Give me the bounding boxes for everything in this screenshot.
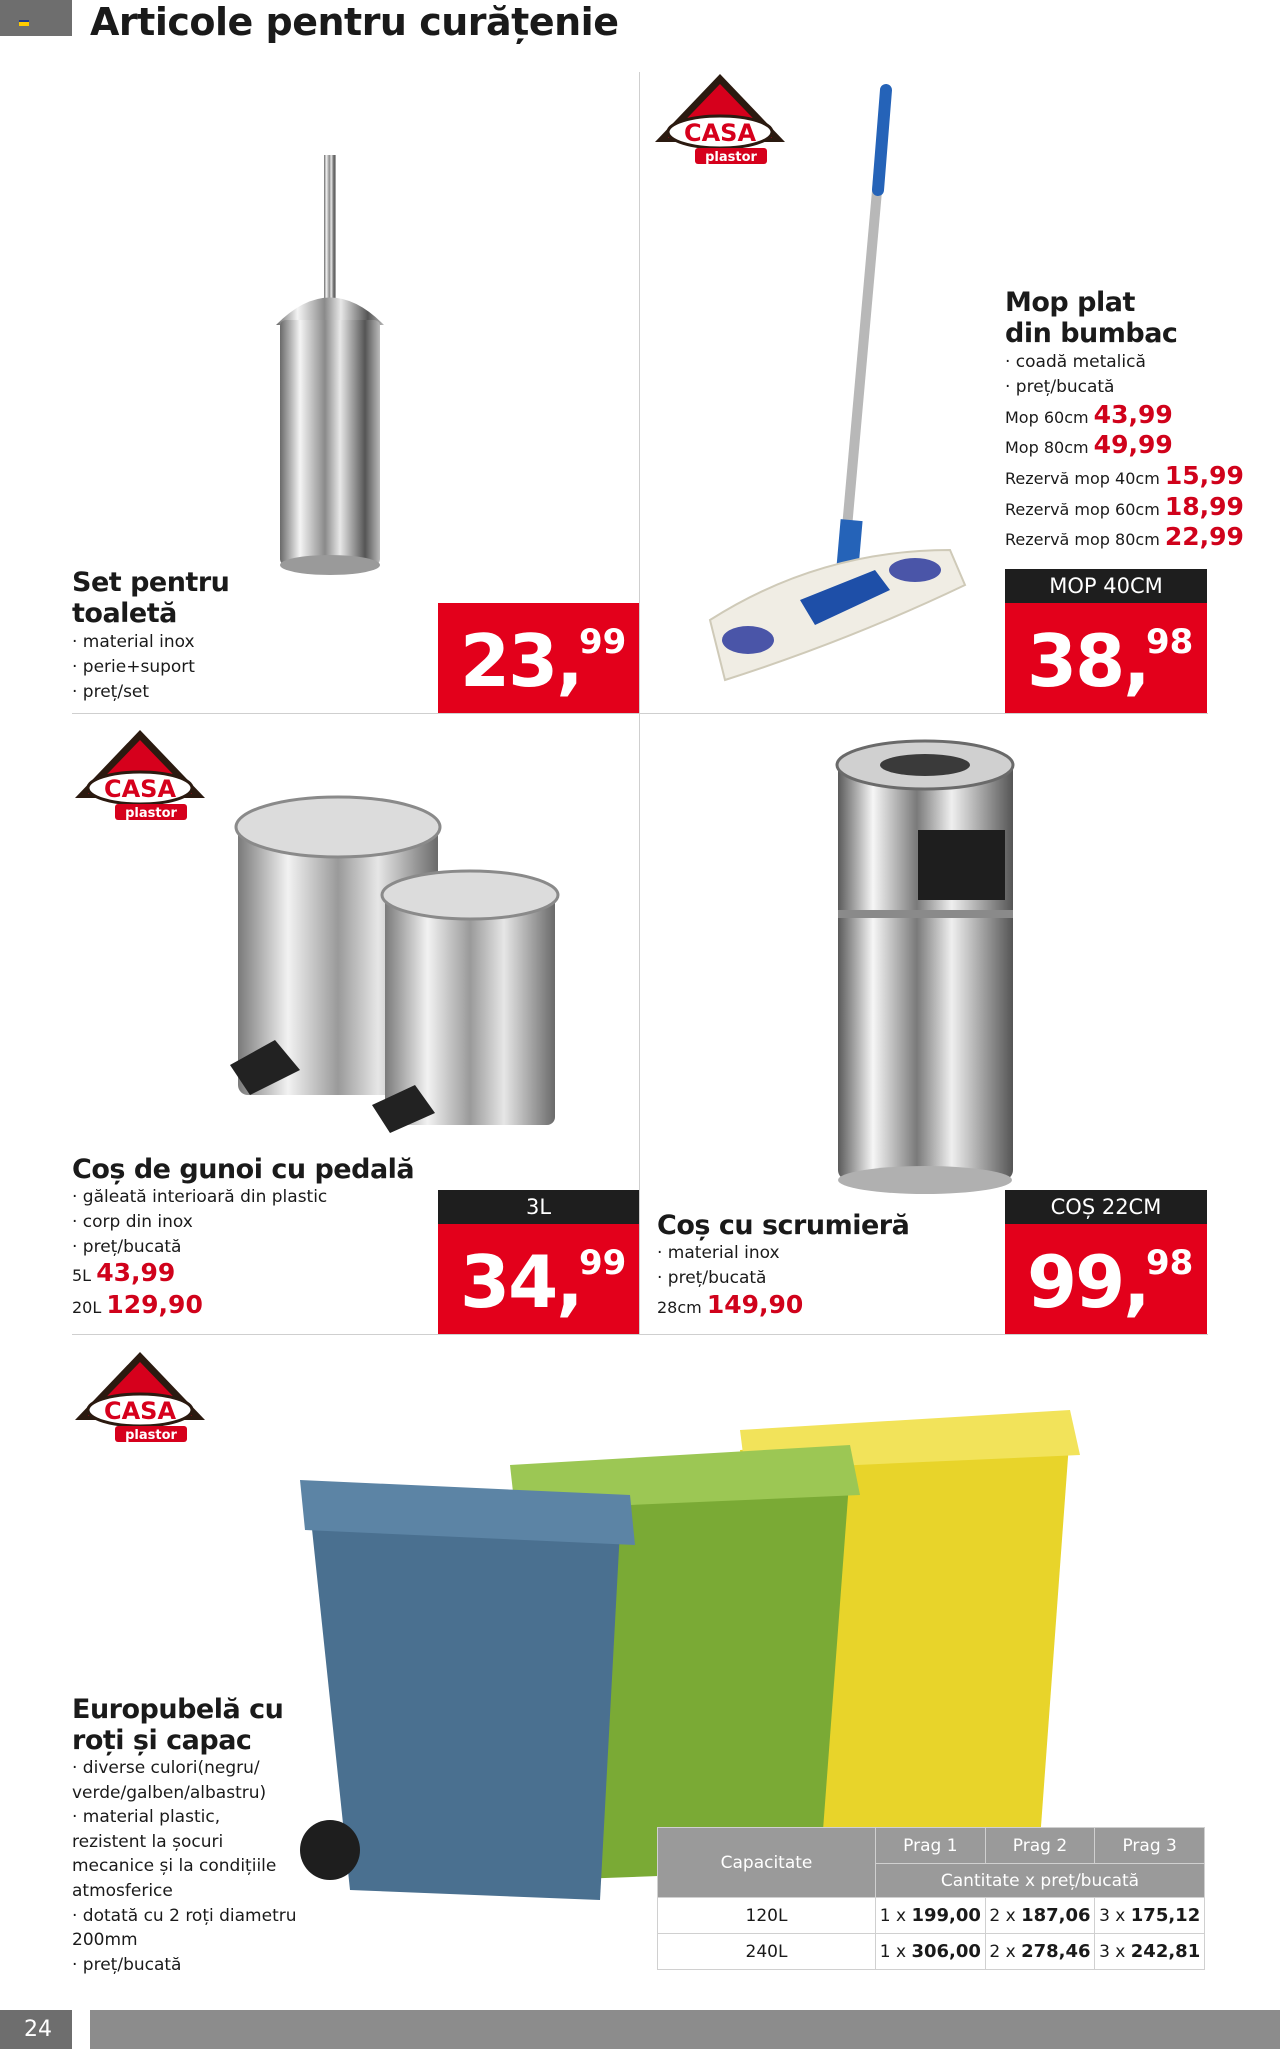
bullet: · preț/bucată: [72, 1237, 182, 1257]
badge-pedal-bin: 3L: [438, 1190, 639, 1224]
title-line: Europubelă cu: [72, 1694, 284, 1725]
table-cell: [985, 1934, 1095, 1970]
table-header-tier: Prag 3: [1095, 1828, 1205, 1864]
variant-price: 43,99: [96, 1258, 176, 1287]
table-cell-capacity: 120L: [658, 1898, 876, 1934]
bullets-pedal-bin: [72, 1185, 327, 1260]
footer-bar: [0, 2010, 1280, 2049]
bullets-wheelie-bin: [72, 1756, 297, 1977]
bullet: · coadă metalică: [1005, 352, 1146, 372]
product-title-pedal-bin: Coș de gunoi cu pedală: [72, 1154, 415, 1185]
price-integer: 23,: [460, 619, 582, 703]
bullet: · corp din inox: [72, 1212, 193, 1232]
bullet: · preț/set: [72, 682, 150, 702]
divider-horizontal-2: [72, 1334, 1208, 1335]
price-box-ashtray-bin: [1005, 1224, 1207, 1334]
variant-price: 43,99: [1093, 400, 1173, 429]
variant-label: 28cm: [657, 1298, 702, 1317]
variant-line: [72, 1258, 175, 1291]
variant-label: Mop 80cm: [1005, 438, 1089, 457]
variant-line: [1005, 430, 1173, 463]
title-line: din bumbac: [1005, 318, 1178, 349]
bullet: · dotată cu 2 roți diametru: [72, 1905, 297, 1926]
badge-ashtray-bin: COȘ 22CM: [1005, 1190, 1207, 1224]
bullet: verde/galben/albastru): [72, 1782, 267, 1803]
qty: 3 x: [1099, 1906, 1131, 1926]
table-header-tier: Prag 2: [985, 1828, 1095, 1864]
bullet: atmosferice: [72, 1880, 173, 1901]
variant-line: [1005, 400, 1173, 433]
bullet: · preț/bucată: [72, 1954, 182, 1975]
divider-vertical-top: [639, 72, 640, 714]
logo-text-bottom: plastor: [125, 1428, 177, 1443]
bullet: · material inox: [72, 632, 195, 652]
variant-label: Mop 60cm: [1005, 408, 1089, 427]
price-box-toilet: [438, 603, 639, 713]
table-row: [658, 1898, 1205, 1934]
price-decimal: 99: [579, 1243, 627, 1283]
bullets-ashtray-bin: [657, 1241, 780, 1291]
divider-horizontal-1: [72, 713, 1208, 714]
bullet: · găleată interioară din plastic: [72, 1187, 328, 1207]
pedal-bin-image: [220, 795, 570, 1140]
logo-text-bottom: plastor: [705, 150, 757, 165]
unit-price: 199,00: [911, 1905, 981, 1926]
variant-line: [1005, 522, 1244, 555]
variant-label: 20L: [72, 1298, 102, 1317]
unit-price: 175,12: [1130, 1905, 1201, 1926]
table-cell: [1095, 1934, 1205, 1970]
unit-price: 242,81: [1130, 1941, 1201, 1962]
price-decimal: 98: [1146, 622, 1194, 662]
casa-plastor-logo: [70, 1350, 210, 1450]
price-integer: 99,: [1027, 1240, 1149, 1324]
toilet-brush-image: [260, 150, 400, 590]
variant-label: 5L: [72, 1266, 92, 1285]
price-box-pedal-bin: [438, 1224, 639, 1334]
qty: 1 x: [879, 1906, 912, 1926]
title-line: Mop plat: [1005, 287, 1135, 318]
price-box-mop: [1005, 603, 1207, 713]
table-header-tier: Prag 1: [876, 1828, 986, 1864]
product-title-toilet: [72, 567, 229, 629]
variant-price: 129,90: [106, 1290, 203, 1319]
logo-text-bottom: plastor: [125, 806, 177, 821]
variant-line: [657, 1290, 803, 1323]
qty: 1 x: [879, 1942, 912, 1962]
table-row: [658, 1934, 1205, 1970]
bullet: rezistent la șocuri: [72, 1831, 224, 1852]
bullet: · preț/bucată: [1005, 377, 1115, 397]
product-title-ashtray-bin: Coș cu scrumieră: [657, 1210, 910, 1241]
product-title-wheelie-bin: [72, 1694, 283, 1756]
price-integer: 34,: [460, 1240, 582, 1324]
variant-label: Rezervă mop 40cm: [1005, 469, 1160, 488]
qty: 2 x: [989, 1906, 1022, 1926]
price-tier-table: [657, 1827, 1205, 1970]
bullets-toilet: [72, 630, 195, 705]
table-cell: [876, 1898, 986, 1934]
logo-text-top: CASA: [103, 775, 177, 803]
logo-text-top: CASA: [683, 119, 757, 147]
price-decimal: 98: [1146, 1243, 1194, 1283]
page-title: Articole pentru curățenie: [90, 0, 619, 44]
variant-price: 15,99: [1164, 461, 1244, 490]
variant-line: [72, 1290, 203, 1323]
variant-price: 149,90: [706, 1290, 804, 1319]
unit-price: 187,06: [1021, 1905, 1091, 1926]
bullet: mecanice și la condițiile: [72, 1856, 277, 1877]
bullet: · preț/bucată: [657, 1268, 767, 1288]
unit-price: 306,00: [911, 1941, 981, 1962]
table-cell-capacity: 240L: [658, 1934, 876, 1970]
divider-vertical-middle: [639, 714, 640, 1334]
bullet: · material plastic,: [72, 1807, 221, 1828]
variant-label: Rezervă mop 60cm: [1005, 500, 1160, 519]
mop-image: [700, 80, 970, 700]
flag-icon: [19, 20, 29, 26]
qty: 3 x: [1099, 1942, 1131, 1962]
table-cell: [876, 1934, 986, 1970]
variant-label: Rezervă mop 80cm: [1005, 530, 1160, 549]
price-decimal: 99: [579, 622, 627, 662]
unit-price: 278,46: [1021, 1941, 1091, 1962]
page-number: 24: [0, 2010, 72, 2049]
footer-gap: [72, 2010, 90, 2049]
title-line: Set pentru: [72, 567, 230, 598]
title-line: roți și capac: [72, 1725, 252, 1756]
table-subheader: Cantitate x preț/bucată: [876, 1864, 1205, 1898]
table-cell: [985, 1898, 1095, 1934]
variant-line: [1005, 461, 1244, 494]
variant-line: [1005, 492, 1244, 525]
product-title-mop: [1005, 287, 1177, 349]
bullet: 200mm: [72, 1930, 138, 1951]
qty: 2 x: [989, 1942, 1022, 1962]
table-cell: [1095, 1898, 1205, 1934]
variant-price: 49,99: [1093, 430, 1173, 459]
variant-price: 22,99: [1164, 522, 1244, 551]
logo-text-top: CASA: [103, 1397, 177, 1425]
title-line: toaletă: [72, 598, 177, 629]
bullet: · diverse culori(negru/: [72, 1758, 260, 1778]
ashtray-bin-image: [830, 735, 1020, 1200]
bullets-mop: [1005, 350, 1146, 400]
casa-plastor-logo: [70, 728, 210, 828]
bullet: · material inox: [657, 1243, 780, 1263]
badge-mop: MOP 40CM: [1005, 569, 1207, 603]
bullet: · perie+suport: [72, 657, 195, 677]
price-integer: 38,: [1027, 619, 1149, 703]
header-tab: [0, 0, 72, 36]
table-header-capacity: Capacitate: [658, 1828, 876, 1898]
variant-price: 18,99: [1164, 492, 1244, 521]
